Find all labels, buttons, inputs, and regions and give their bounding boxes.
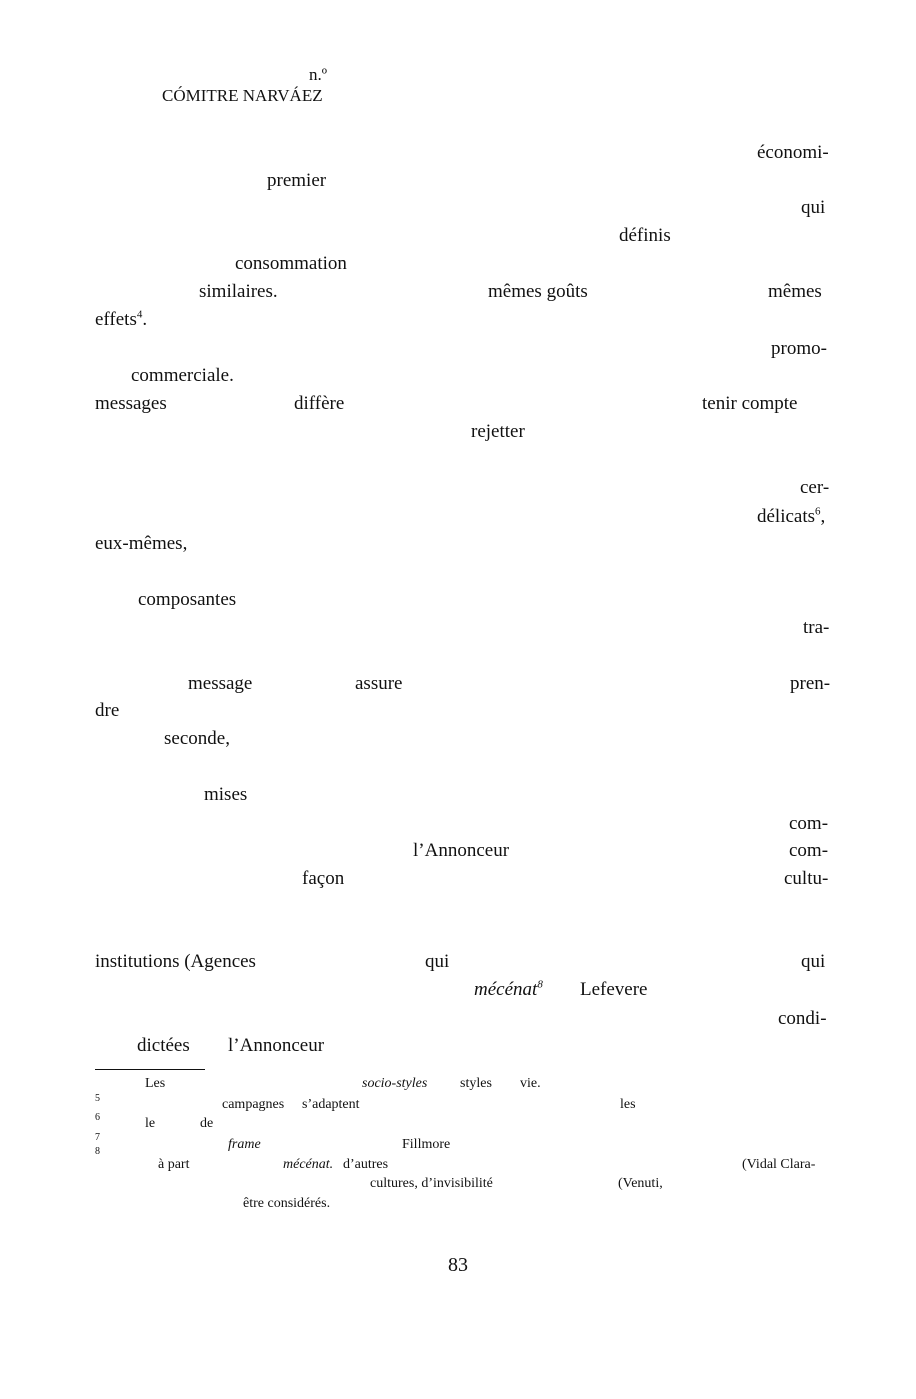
footnote-word: s’adaptent [302, 1097, 360, 1112]
body-word: définis [619, 225, 671, 246]
body-word: Lefevere [580, 979, 648, 1000]
footnote-word: de [200, 1116, 214, 1131]
body-word-with-note [95, 309, 147, 331]
body-word-with-note [474, 979, 543, 1001]
footnote-word: vie. [520, 1076, 541, 1091]
body-word: qui [801, 951, 826, 972]
body-word: com- [789, 840, 829, 861]
body-word: eux-mêmes, [95, 533, 188, 554]
body-word: diffère [294, 393, 345, 414]
footnote-word: frame [228, 1137, 261, 1152]
footnote-word: être considérés. [243, 1196, 331, 1211]
footnote-word: mécénat. [283, 1157, 334, 1172]
body-word: effets [95, 309, 137, 330]
page-number: 83 [448, 1254, 468, 1276]
footnote-word: cultures, d’invisibilité [370, 1176, 493, 1191]
footnote-word: le [145, 1116, 156, 1131]
body-word: mécénat [474, 979, 538, 1000]
body-word: l’Annonceur [228, 1035, 325, 1056]
body-word: qui [425, 951, 450, 972]
body-word: dictées [137, 1035, 190, 1056]
footnote-number: 8 [95, 1146, 100, 1157]
body-word: dre [95, 700, 120, 721]
footnote-ref: 4 [136, 308, 143, 321]
body-word: l’Annonceur [413, 840, 510, 861]
footnote-number: 5 [95, 1093, 100, 1104]
footnote-ref: 8 [537, 978, 543, 991]
footnote-word: Les [145, 1076, 166, 1091]
footnote-word: à part [158, 1157, 190, 1172]
body-word-with-note [757, 506, 825, 528]
body-word: rejetter [471, 421, 525, 442]
body-word: cer- [800, 477, 830, 498]
body-word: tenir compte [702, 393, 798, 414]
body-word: mises [204, 784, 248, 805]
footnote-number: 7 [95, 1132, 100, 1143]
body-word: similaires. [199, 281, 278, 302]
punctuation: . [142, 309, 148, 330]
header-authors: CÓMITRE NARVÁEZ [162, 86, 323, 105]
body-word: tra- [803, 617, 830, 638]
footnote-word: styles [460, 1076, 492, 1091]
body-word: assure [355, 673, 403, 694]
body-word: com- [789, 813, 829, 834]
body-word: message [188, 673, 253, 694]
body-word: mêmes [768, 281, 822, 302]
body-word: composantes [138, 589, 237, 610]
body-word: premier [267, 170, 327, 191]
body-word: façon [302, 868, 345, 889]
body-word: mêmes goûts [488, 281, 588, 302]
footnote-word: socio-styles [362, 1076, 428, 1091]
footnote-word: campagnes [222, 1097, 285, 1112]
body-word: promo- [771, 338, 827, 359]
header-issue: n.º [309, 65, 328, 84]
body-word: pren- [790, 673, 831, 694]
body-word: économi- [757, 142, 829, 163]
footnote-number: 6 [95, 1112, 100, 1123]
footnote-word: les [620, 1097, 636, 1112]
footnote-separator [95, 1069, 205, 1070]
footnote-word: Fillmore [402, 1137, 451, 1152]
punctuation: , [820, 506, 826, 527]
body-word: messages [95, 393, 167, 414]
body-word: qui [801, 197, 826, 218]
body-word: condi- [778, 1008, 827, 1029]
body-word: consommation [235, 253, 347, 274]
footnote-word: (Vidal Clara- [742, 1157, 816, 1172]
footnote-word: d’autres [343, 1157, 389, 1172]
body-word: cultu- [784, 868, 829, 889]
footnote-word: (Venuti, [618, 1176, 663, 1191]
body-word: institutions (Agences [95, 951, 256, 972]
body-word: seconde, [164, 728, 230, 749]
body-word: délicats [757, 506, 816, 527]
body-word: commerciale. [131, 365, 234, 386]
footnote-ref: 6 [815, 505, 821, 518]
